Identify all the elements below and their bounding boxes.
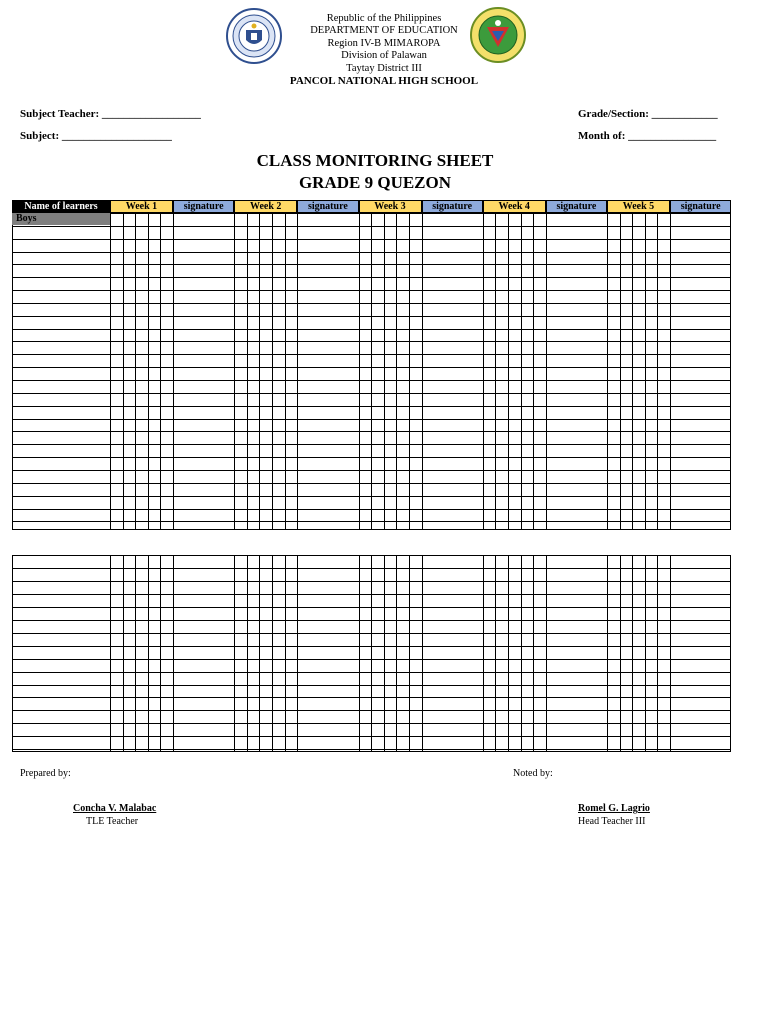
- header-line-division: Division of Palawan: [341, 50, 427, 61]
- noter-role: Head Teacher III: [578, 816, 646, 827]
- month-of-field: Month of: ________________: [578, 130, 717, 142]
- boys-table-grid: [12, 200, 731, 530]
- signature-5-header: signature: [670, 200, 731, 213]
- subject-field: Subject: ____________________: [20, 130, 172, 142]
- girls-table-grid: [12, 555, 731, 752]
- name-of-learners-header: Name of learners: [12, 200, 110, 213]
- prepared-by-label: Prepared by:: [20, 768, 71, 779]
- sheet-title: CLASS MONITORING SHEET: [256, 151, 494, 170]
- header-line-district: Taytay District III: [346, 63, 422, 74]
- signature-3-header: signature: [422, 200, 483, 213]
- preparer-name: Concha V. Malabac: [73, 803, 157, 814]
- preparer-role: TLE Teacher: [86, 816, 139, 827]
- week-4-header: Week 4: [483, 200, 546, 213]
- week-3-header: Week 3: [359, 200, 422, 213]
- header-line-republic: Republic of the Philippines: [326, 13, 442, 24]
- noter-name: Romel G. Lagrio: [578, 803, 650, 814]
- sheet-subtitle: GRADE 9 QUEZON: [298, 173, 452, 192]
- noted-by-label: Noted by:: [513, 768, 553, 779]
- signature-1-header: signature: [173, 200, 234, 213]
- week-1-header: Week 1: [110, 200, 173, 213]
- header-line-deped: DEPARTMENT OF EDUCATION: [310, 25, 458, 36]
- boys-section-label: Boys: [12, 213, 110, 225]
- girls-monitoring-table: [12, 555, 731, 752]
- week-5-header: Week 5: [607, 200, 670, 213]
- boys-monitoring-table: [12, 200, 731, 530]
- subject-teacher-field: Subject Teacher: __________________: [20, 108, 201, 120]
- week-2-header: Week 2: [234, 200, 297, 213]
- header-line-region: Region IV-B MIMAROPA: [327, 38, 441, 49]
- school-name: PANCOL NATIONAL HIGH SCHOOL: [289, 75, 479, 87]
- signature-4-header: signature: [546, 200, 607, 213]
- signature-2-header: signature: [297, 200, 358, 213]
- grade-section-field: Grade/Section: ____________: [578, 108, 718, 120]
